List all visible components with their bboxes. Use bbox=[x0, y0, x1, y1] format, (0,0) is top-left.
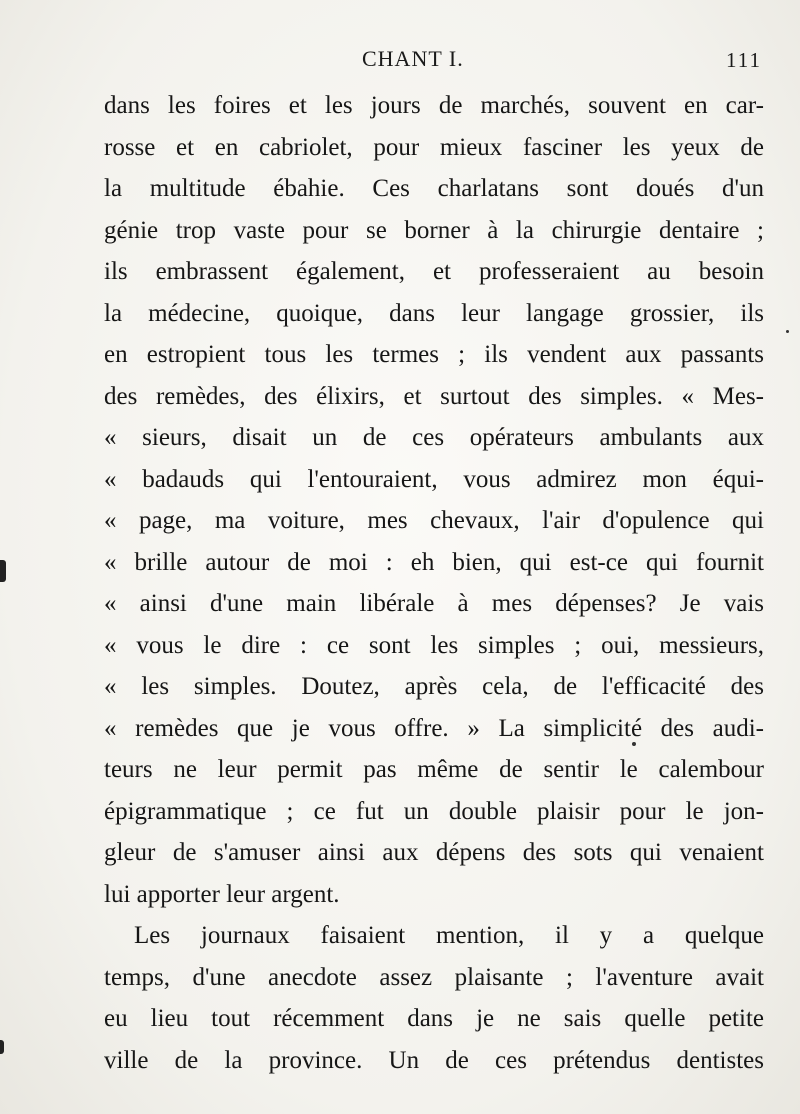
binding-edge-mark bbox=[0, 1040, 4, 1054]
text-line: « sieurs, disait un de ces opérateurs ambulants aux bbox=[104, 424, 764, 451]
text-line: ville de la province. Un de ces prétendus dentistes bbox=[104, 1046, 764, 1074]
text-line: dans les foires et les jours de marchés, souvent en car- bbox=[104, 92, 764, 119]
text-line: temps, d'une anecdote assez plaisante ; l'aventure avait bbox=[104, 963, 764, 991]
text-line: « badauds qui l'entouraient, vous admirez mon équi- bbox=[104, 465, 764, 493]
text-line: la médecine, quoique, dans leur langage grossier, ils bbox=[104, 299, 764, 327]
text-line: « remèdes que je vous offre. » La simplicité des audi- bbox=[104, 714, 764, 742]
text-line: « brille autour de moi : eh bien, qui est-ce qui fournit bbox=[104, 548, 764, 576]
body-text bbox=[104, 85, 764, 1081]
page-number: 111 bbox=[726, 48, 762, 72]
text-line: « page, ma voiture, mes chevaux, l'air d'opulence qui bbox=[104, 507, 764, 534]
text-line: des remèdes, des élixirs, et surtout des simples. « Mes- bbox=[104, 382, 764, 410]
text-line: « vous le dire : ce sont les simples ; oui, messieurs, bbox=[104, 631, 764, 659]
text-line: gleur de s'amuser ainsi aux dépens des sots qui venaient bbox=[104, 839, 764, 866]
print-speck bbox=[632, 742, 636, 746]
text-line: eu lieu tout récemment dans je ne sais quelle petite bbox=[104, 1005, 764, 1032]
text-line: en estropient tous les termes ; ils vendent aux passants bbox=[104, 341, 764, 368]
text-line: génie trop vaste pour se borner à la chirurgie dentaire ; bbox=[104, 216, 764, 244]
running-head bbox=[0, 40, 800, 80]
text-line: ils embrassent également, et professeraient au besoin bbox=[104, 258, 764, 285]
text-line: Les journaux faisaient mention, il y a quelque bbox=[134, 922, 764, 949]
text-line: « ainsi d'une main libérale à mes dépenses? Je vais bbox=[104, 590, 764, 617]
chapter-title: CHANT I. bbox=[362, 46, 464, 71]
print-speck bbox=[786, 330, 789, 333]
binding-edge-mark bbox=[0, 560, 6, 582]
text-line: rosse et en cabriolet, pour mieux fasciner les yeux de bbox=[104, 133, 764, 161]
text-line: teurs ne leur permit pas même de sentir le calembour bbox=[104, 756, 764, 783]
text-line: épigrammatique ; ce fut un double plaisir pour le jon- bbox=[104, 797, 764, 825]
text-line: lui apporter leur argent. bbox=[104, 880, 340, 908]
text-line: la multitude ébahie. Ces charlatans sont doués d'un bbox=[104, 175, 764, 202]
text-line: « les simples. Doutez, après cela, de l'efficacité des bbox=[104, 673, 764, 700]
